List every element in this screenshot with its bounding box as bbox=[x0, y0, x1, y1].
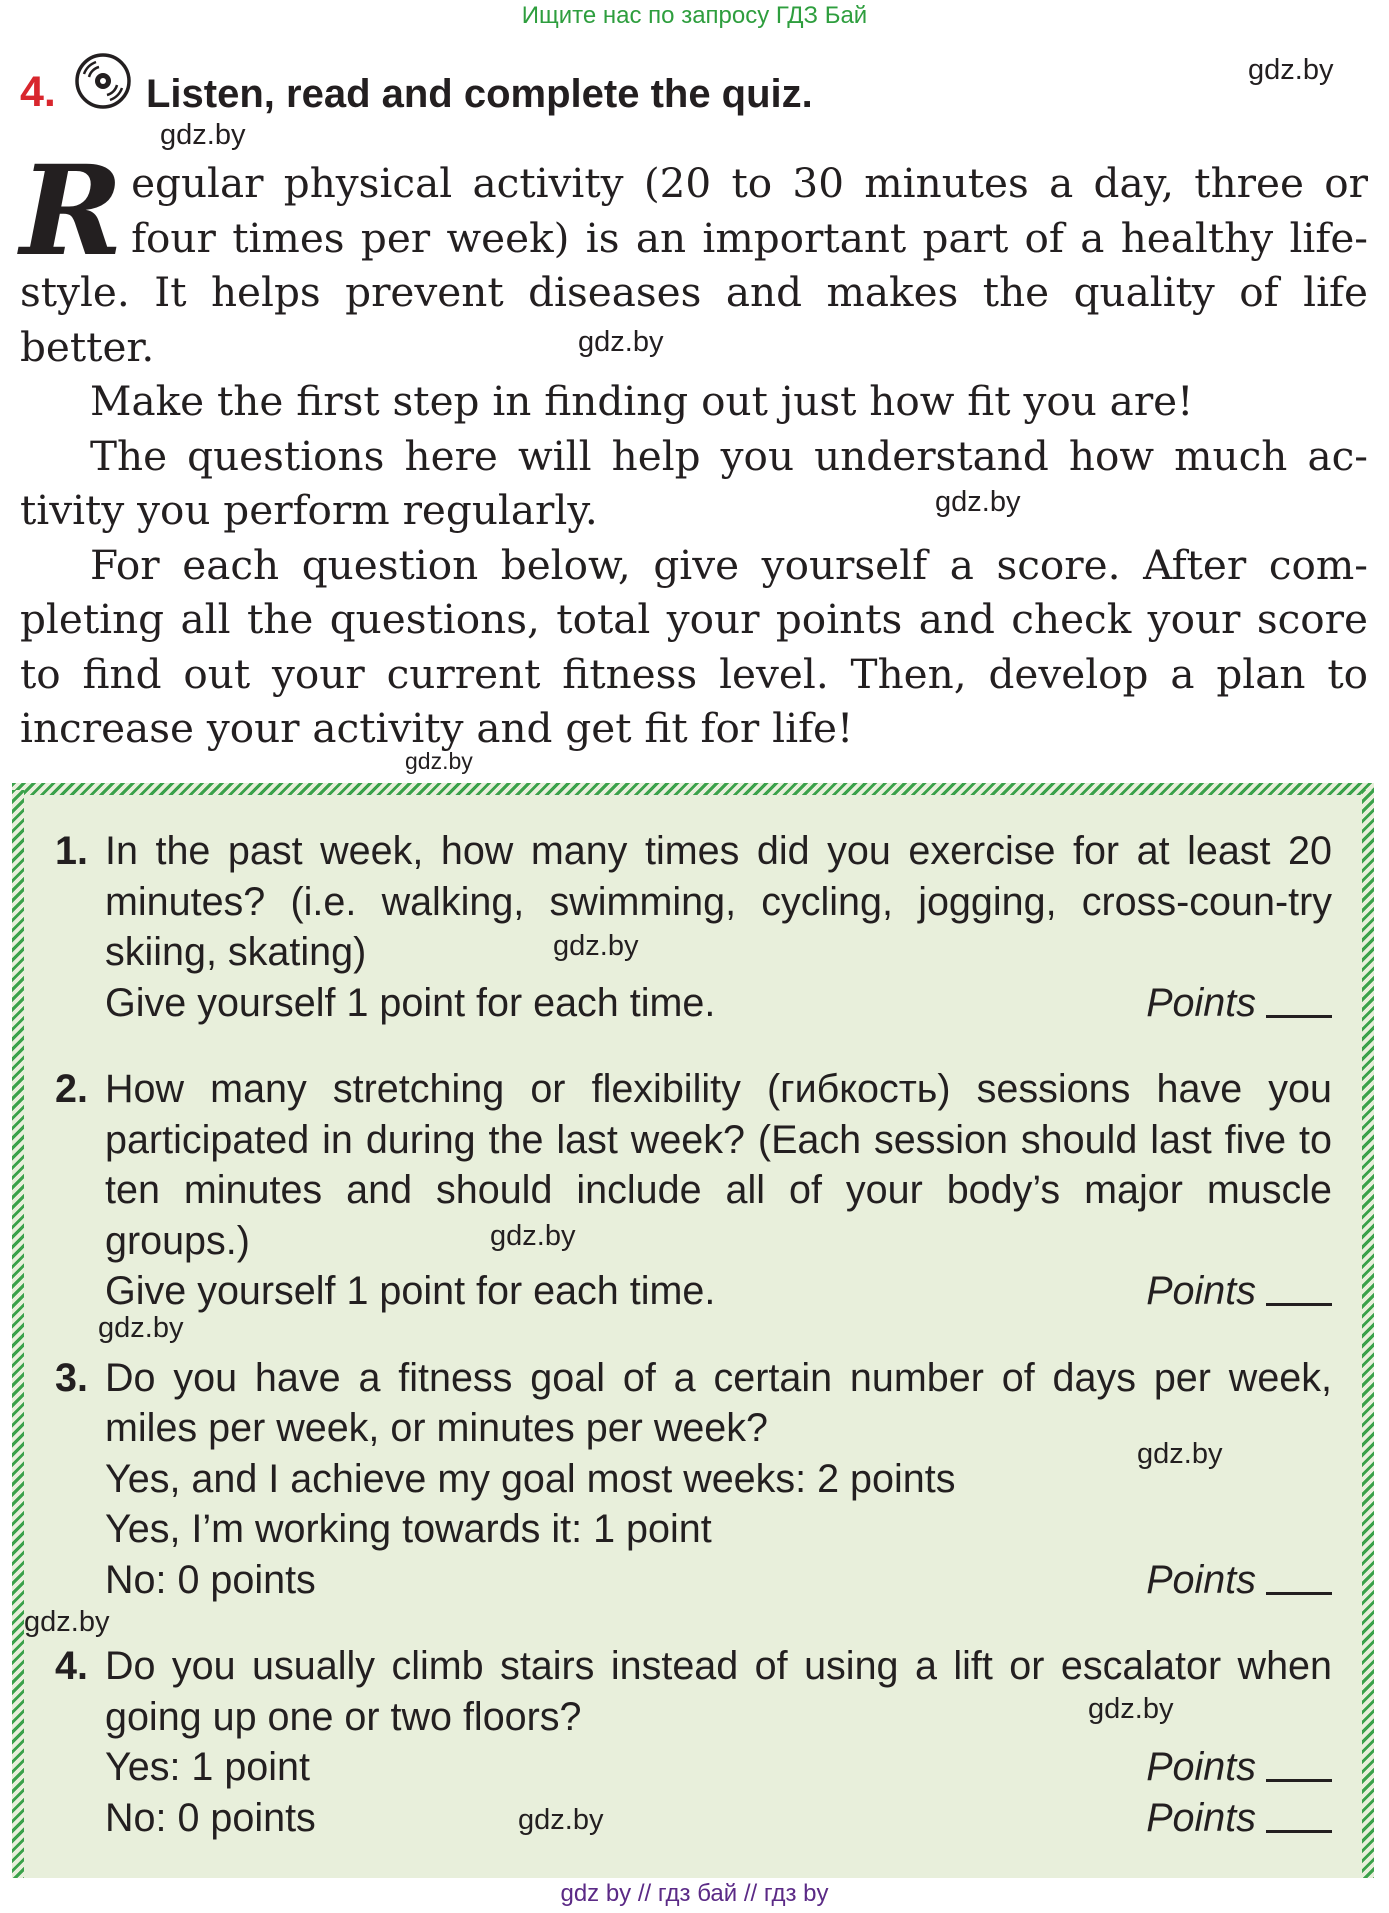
drop-cap: R bbox=[20, 139, 124, 284]
points-blank[interactable] bbox=[1266, 1794, 1332, 1833]
quiz-question-4 bbox=[55, 1641, 1332, 1843]
scoring-text: Give yourself 1 point for each time. bbox=[105, 1269, 716, 1313]
quiz-box-border bbox=[12, 783, 1374, 795]
points-field[interactable] bbox=[1146, 978, 1332, 1029]
cd-disc-icon bbox=[74, 52, 132, 110]
scoring-text: Give yourself 1 point for each time. bbox=[105, 980, 716, 1025]
scoring-row bbox=[105, 1266, 1332, 1317]
points-label: Points bbox=[1146, 1745, 1256, 1789]
scoring-row bbox=[105, 1555, 1332, 1606]
top-banner[interactable]: Ищите нас по запросу ГДЗ Бай bbox=[521, 2, 868, 29]
scoring-option: Yes, I’m working towards it: 1 point bbox=[105, 1507, 712, 1551]
exercise-number: 4. bbox=[20, 68, 56, 116]
scoring-row bbox=[105, 978, 1332, 1029]
watermark: gdz.by bbox=[98, 1312, 184, 1344]
intro-paragraph-4: For each question below, give yourself a score. After com-pleting all the questions, total your points and check your score to find out your current fitness level. Then, develop a plan to increase your activity and get fit for life! bbox=[20, 540, 1368, 752]
points-field[interactable] bbox=[1146, 1555, 1332, 1606]
intro-paragraph-2: Make the first step in finding out just how fit you are! bbox=[90, 377, 1194, 425]
quiz-box-border bbox=[12, 790, 24, 1878]
quiz bbox=[55, 826, 1332, 1843]
quiz-question-2 bbox=[55, 1064, 1332, 1317]
scoring-row bbox=[105, 1742, 1332, 1793]
question-text: Do you have a fitness goal of a certain number of days per week, miles per week, or minutes per week? bbox=[105, 1355, 1332, 1450]
question-text: How many stretching or flexibility (гибкость) sessions have you participated in during the last week? (Each session should last five to ten minutes and should include all of your body’s major muscle groups.) bbox=[105, 1067, 1332, 1263]
scoring-option: No: 0 points bbox=[105, 1557, 316, 1602]
watermark: gdz.by bbox=[1088, 1693, 1174, 1725]
points-field[interactable] bbox=[1146, 1793, 1332, 1844]
watermark: gdz.by bbox=[490, 1220, 576, 1252]
watermark: gdz.by bbox=[160, 119, 246, 151]
quiz-box-border bbox=[1362, 790, 1374, 1878]
points-blank[interactable] bbox=[1266, 979, 1332, 1018]
watermark: gdz.by bbox=[578, 326, 664, 358]
watermark: gdz.by bbox=[935, 486, 1021, 518]
points-label: Points bbox=[1146, 980, 1256, 1025]
footer-links[interactable]: gdz by // гдз бай // гдз by bbox=[560, 1880, 829, 1907]
watermark: gdz.by bbox=[518, 1804, 604, 1836]
exercise-title: Listen, read and complete the quiz. bbox=[146, 72, 813, 116]
intro-paragraph-1-text: egular physical activity (20 to 30 minutes a day, three or four times per week) is an important part of a healthy life-style. It helps prevent diseases and makes the quality of life better. bbox=[20, 159, 1368, 371]
points-field[interactable] bbox=[1146, 1266, 1332, 1317]
question-text: Do you usually climb stairs instead of using a lift or escalator when going up one or two floors? bbox=[105, 1644, 1332, 1739]
points-blank[interactable] bbox=[1266, 1556, 1332, 1595]
watermark: gdz.by bbox=[405, 748, 473, 774]
points-blank[interactable] bbox=[1266, 1743, 1332, 1782]
intro-text bbox=[20, 139, 1368, 756]
question-number: 2. bbox=[55, 1067, 88, 1111]
intro-paragraph-1 bbox=[20, 139, 1368, 374]
points-blank[interactable] bbox=[1266, 1267, 1332, 1306]
watermark: gdz.by bbox=[553, 930, 639, 962]
scoring-option: Yes: 1 point bbox=[105, 1745, 310, 1789]
quiz-question-1 bbox=[55, 826, 1332, 1028]
points-label: Points bbox=[1146, 1269, 1256, 1313]
watermark: gdz.by bbox=[24, 1606, 110, 1638]
question-text: In the past week, how many times did you exercise for at least 20 minutes? (i.e. walking, swimming, cycling, jogging, cross-coun-try skiing, skating) bbox=[105, 829, 1332, 974]
question-number: 3. bbox=[55, 1355, 88, 1400]
scoring-option: Yes, and I achieve my goal most weeks: 2 points bbox=[105, 1456, 956, 1501]
question-number: 4. bbox=[55, 1644, 88, 1688]
quiz-question-3 bbox=[55, 1353, 1332, 1606]
watermark: gdz.by bbox=[1248, 54, 1334, 86]
scoring-row bbox=[105, 1793, 1332, 1844]
points-label: Points bbox=[1146, 1795, 1256, 1840]
watermark: gdz.by bbox=[1137, 1438, 1223, 1470]
intro-paragraph-3: The questions here will help you understand how much ac-tivity you perform regularly. bbox=[20, 431, 1368, 534]
scoring-option: No: 0 points bbox=[105, 1795, 316, 1840]
question-number: 1. bbox=[55, 829, 88, 873]
points-field[interactable] bbox=[1146, 1742, 1332, 1793]
points-label: Points bbox=[1146, 1557, 1256, 1602]
